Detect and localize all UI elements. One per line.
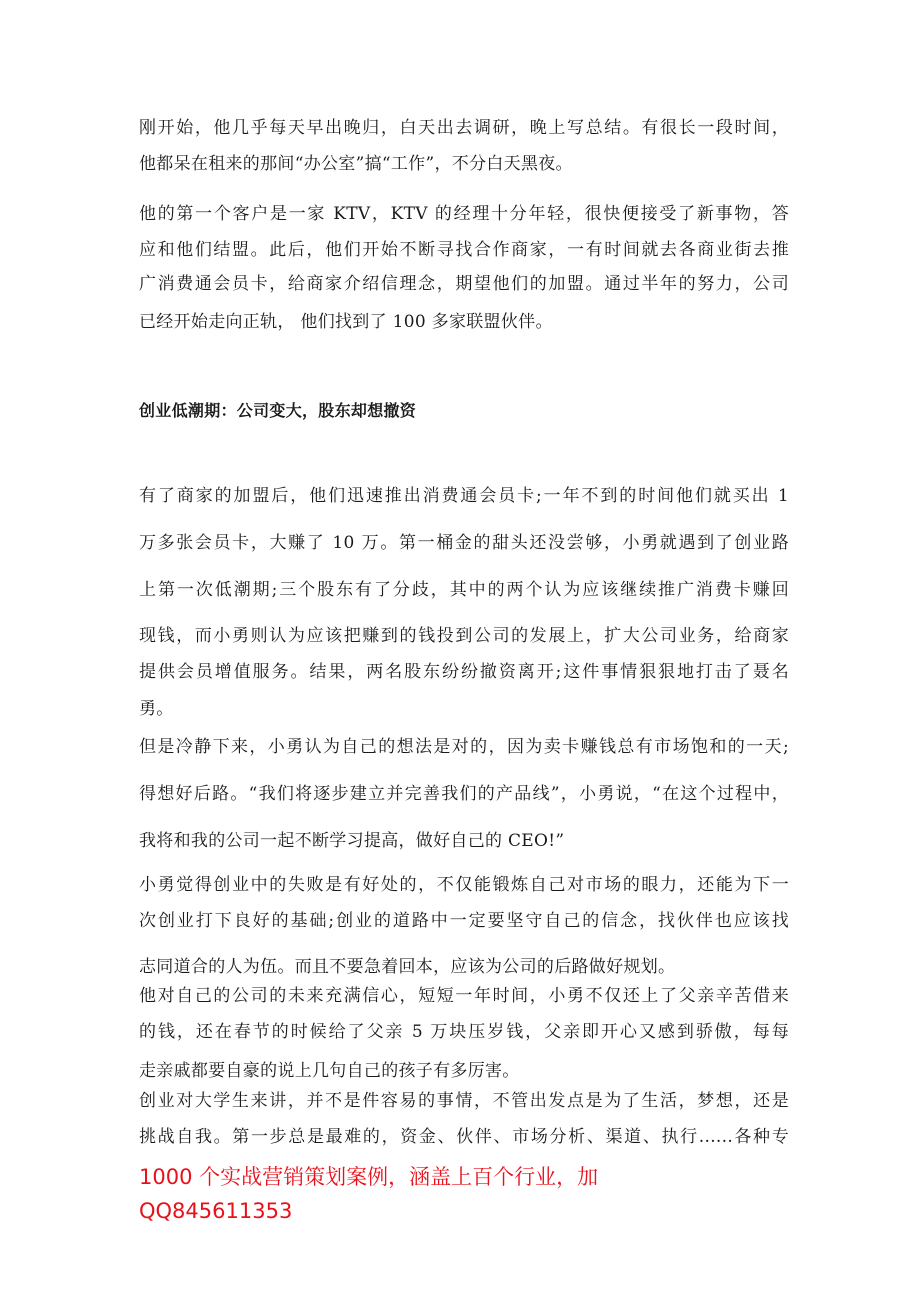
text-line: 上第一次低潮期;三个股东有了分歧，其中的两个认为应该继续推广消费卡赚回 [139,580,789,600]
text-line: 万多张会员卡，大赚了 10 万。第一桶金的甜头还没尝够，小勇就遇到了创业路 [139,533,789,553]
text-line: 得想好后路。“我们将逐步建立并完善我们的产品线”，小勇说，“在这个过程中， [139,784,789,804]
text-line: 走亲戚都要自豪的说上几句自己的孩子有多厉害。 [139,1061,520,1081]
text-line: 我将和我的公司一起不断学习提高，做好自己的 CEO!” [139,831,565,851]
text-line: 小勇觉得创业中的失败是有好处的，不仅能锻炼自己对市场的眼力，还能为下一 [139,875,789,895]
text-line: 他的第一个客户是一家 KTV，KTV 的经理十分年轻，很快便接受了新事物，答 [139,204,789,224]
text-line: 已经开始走向正轨， 他们找到了 100 多家联盟伙伴。 [139,312,553,332]
text-line: 志同道合的人为伍。而且不要急着回本，应该为公司的后路做好规划。 [139,957,676,977]
text-line: 提供会员增值服务。结果，两名股东纷纷撤资离开;这件事情狠狠地打击了聂名 [139,662,789,682]
text-line: 现钱，而小勇则认为应该把赚到的钱投到公司的发展上，扩大公司业务，给商家 [139,626,789,646]
text-line: 勇。 [139,699,174,719]
text-line: 挑战自我。第一步总是最难的，资金、伙伴、市场分析、渠道、执行......各种专 [139,1127,789,1147]
text-line: 他都呆在租来的那间“办公室”搞“工作”，不分白天黑夜。 [139,154,573,174]
text-line: 次创业打下良好的基础;创业的道路中一定要坚守自己的信念，找伙伴也应该找 [139,911,789,931]
text-line: 但是冷静下来，小勇认为自己的想法是对的，因为卖卡赚钱总有市场饱和的一天; [139,737,789,757]
text-line: 广消费通会员卡，给商家介绍信理念，期望他们的加盟。通过半年的努力，公司 [139,274,789,294]
ad-text-qq: QQ845611353 [139,1199,293,1223]
text-line: 他对自己的公司的未来充满信心，短短一年时间，小勇不仅还上了父亲辛苦借来 [139,986,789,1006]
text-line: 创业对大学生来讲，并不是件容易的事情，不管出发点是为了生活，梦想，还是 [139,1091,789,1111]
text-line: 应和他们结盟。此后，他们开始不断寻找合作商家，一有时间就去各商业街去推 [139,240,789,260]
text-line: 有了商家的加盟后，他们迅速推出消费通会员卡;一年不到的时间他们就买出 1 [139,486,789,506]
text-line: 的钱，还在春节的时候给了父亲 5 万块压岁钱，父亲即开心又感到骄傲，每每 [139,1022,789,1042]
section-heading: 创业低潮期：公司变大，股东却想撤资 [139,401,417,420]
text-line: 刚开始，他几乎每天早出晚归，白天出去调研，晚上写总结。有很长一段时间， [139,118,789,138]
ad-text-line1: 1000 个实战营销策划案例，涵盖上百个行业，加 [139,1165,599,1189]
